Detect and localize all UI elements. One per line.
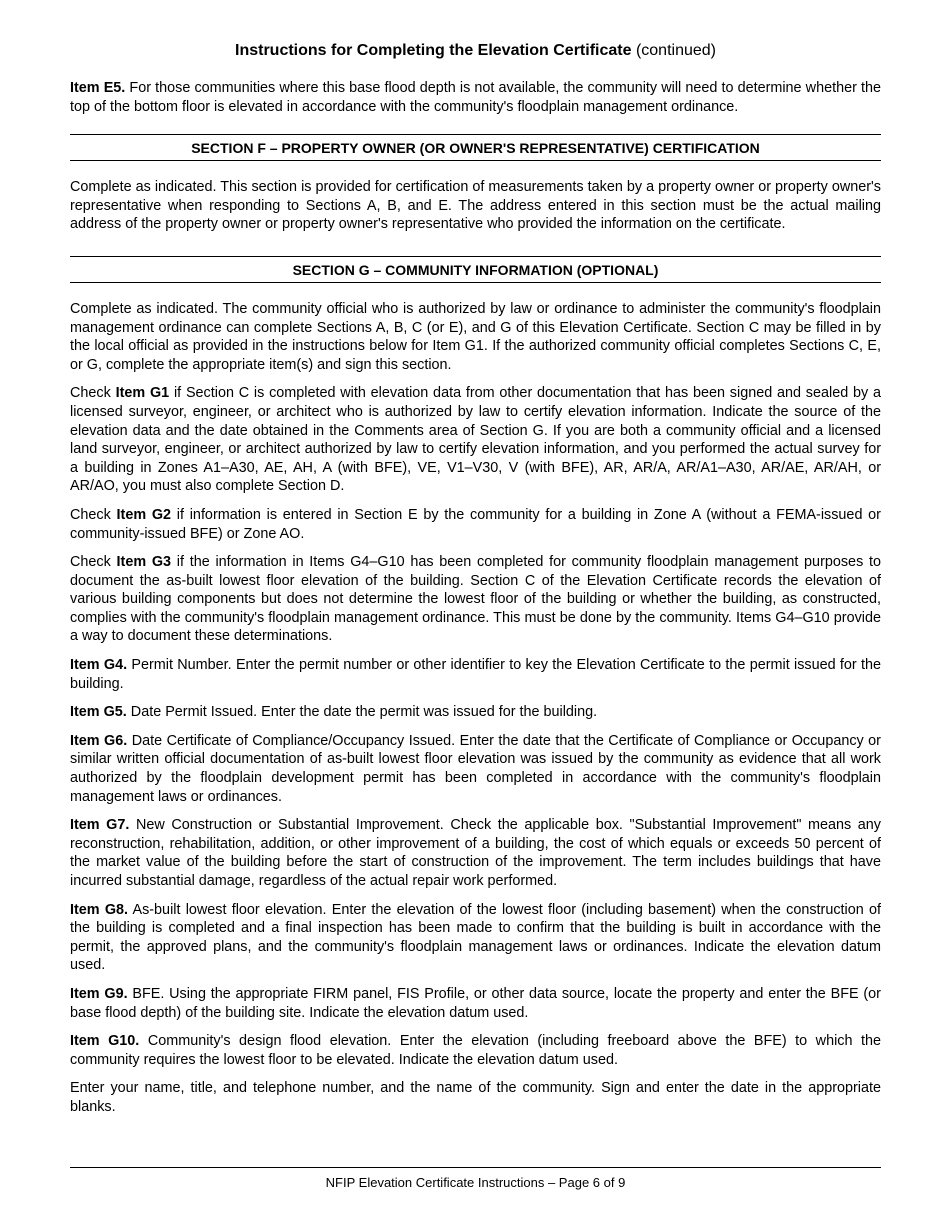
page-title	[70, 40, 881, 62]
section-f-text: Complete as indicated. This section is provided for certification of measurements taken by a property owner or property owner's representative when responding to Sections A, B, and E. The address entered in this section must be the actual mailing address of the property owner or property owner's representative who provided the information on the certificate.	[70, 179, 881, 233]
item-label: Item G6.	[70, 732, 128, 749]
item-g6-paragraph: Item G6. Date Certificate of Compliance/Occupancy Issued. Enter the date that the Certificate of Compliance or Occupancy or similar written official documentation of as-built lowest floor elevation was issued by the community as evidence that all work authorized by the floodplain development permit has been completed in accordance with the community's floodplain management laws or ordinances.	[70, 732, 881, 805]
item-g8-paragraph: Item G8. As-built lowest floor elevation. Enter the elevation of the lowest floor (including basement) when the construction of the building is completed and a final inspection has been made to confirm that the building is built in accordance with the permit, the approved plans, and the community's floodplain management laws or ordinances. Indicate the elevation datum used.	[70, 901, 881, 974]
item-label: Item E5.	[70, 80, 126, 96]
item-g7-paragraph: Item G7. New Construction or Substantial Improvement. Check the applicable box. "Substantial Improvement" means any reconstruction, rehabilitation, addition, or other improvement of a building, the cost of which equals or exceeds 50 percent of the market value of the building before the start of construction of the improvement. The term includes buildings that have incurred substantial damage, regardless of the actual repair work performed.	[70, 817, 881, 889]
item-label: Item G4.	[70, 657, 128, 674]
item-g3-paragraph: Check Item G3 if the information in Items G4–G10 has been completed for community floodplain management purposes to document the as-built lowest floor elevation of the building. Section C of the Elevation Certificate records the elevation of various building components but does not determine the lowest floor of the building or whether the building, as constructed, complies with the community's floodplain management ordinance. This must be done by the community. Items G4–G10 provide a way to document these determinations.	[70, 554, 881, 645]
item-label: Item G8.	[70, 901, 129, 918]
item-g4-paragraph: Item G4. Permit Number. Enter the permit number or other identifier to key the Elevation Certificate to the permit issued for the building.	[70, 657, 881, 692]
item-label: Item G7.	[70, 817, 130, 834]
closing-paragraph: Enter your name, title, and telephone number, and the name of the community. Sign and enter the date in the appropriate blanks.	[70, 1080, 881, 1115]
item-g5-paragraph: Item G5. Date Permit Issued. Enter the date the permit was issued for the building.	[70, 704, 598, 721]
section-f-heading: SECTION F – PROPERTY OWNER (OR OWNER'S REPRESENTATIVE) CERTIFICATION	[70, 134, 881, 161]
item-label: Item G2	[116, 506, 172, 523]
item-label: Item G3	[116, 554, 172, 571]
item-e5-paragraph: Item E5. For those communities where this base flood depth is not available, the community will need to determine whether the top of the bottom floor is elevated in accordance with the community's floodplain management ordinance.	[70, 80, 881, 115]
title-bold: Instructions for Completing the Elevation Certificate	[235, 42, 632, 59]
section-g-heading: SECTION G – COMMUNITY INFORMATION (OPTIONAL)	[70, 256, 881, 283]
item-g10-paragraph: Item G10. Community's design flood elevation. Enter the elevation (including freeboard above the BFE) to which the community requires the lowest floor to be elevated. Indicate the elevation datum used.	[70, 1033, 881, 1068]
item-label: Item G1	[115, 385, 170, 402]
item-g9-paragraph: Item G9. BFE. Using the appropriate FIRM panel, FIS Profile, or other data source, locate the property and enter the BFE (or base flood depth) of the building site. Indicate the elevation datum used.	[70, 985, 881, 1021]
item-label: Item G9.	[70, 985, 128, 1002]
document-page	[70, 40, 881, 1127]
page-footer: NFIP Elevation Certificate Instructions – Page 6 of 9	[70, 1167, 881, 1190]
item-label: Item G5.	[70, 704, 127, 721]
item-label: Item G10.	[70, 1033, 140, 1050]
item-g2-paragraph: Check Item G2 if information is entered in Section E by the community for a building in Zone A (without a FEMA-issued or community-issued BFE) or Zone AO.	[70, 506, 881, 542]
title-rest: (continued)	[631, 42, 716, 59]
item-g1-paragraph: Check Item G1 if Section C is completed with elevation data from other documentation that has been signed and sealed by a licensed surveyor, engineer, or architect who is authorized by law to certify elevation information. Indicate the source of the elevation data and the date obtained in the Comments area of Section G. If you are both a community official and a licensed land surveyor, engineer, or architect authorized by law to certify elevation information, and you performed the actual survey for a building in Zones A1–A30, AE, AH, A (with BFE), VE, V1–V30, V (with BFE), AR, AR/A, AR/A1–A30, AR/AE, AR/AH, or AR/AO, you must also complete Section D.	[70, 385, 881, 495]
section-g-intro: Complete as indicated. The community official who is authorized by law or ordinance to administer the community's floodplain management ordinance can complete Sections A, B, C (or E), and G of this Elevation Certificate. Section C may be filled in by the local official as provided in the instructions below for Item G1. If the authorized community official completes Sections C, E, or G, complete the appropriate item(s) and sign this section.	[70, 300, 881, 373]
